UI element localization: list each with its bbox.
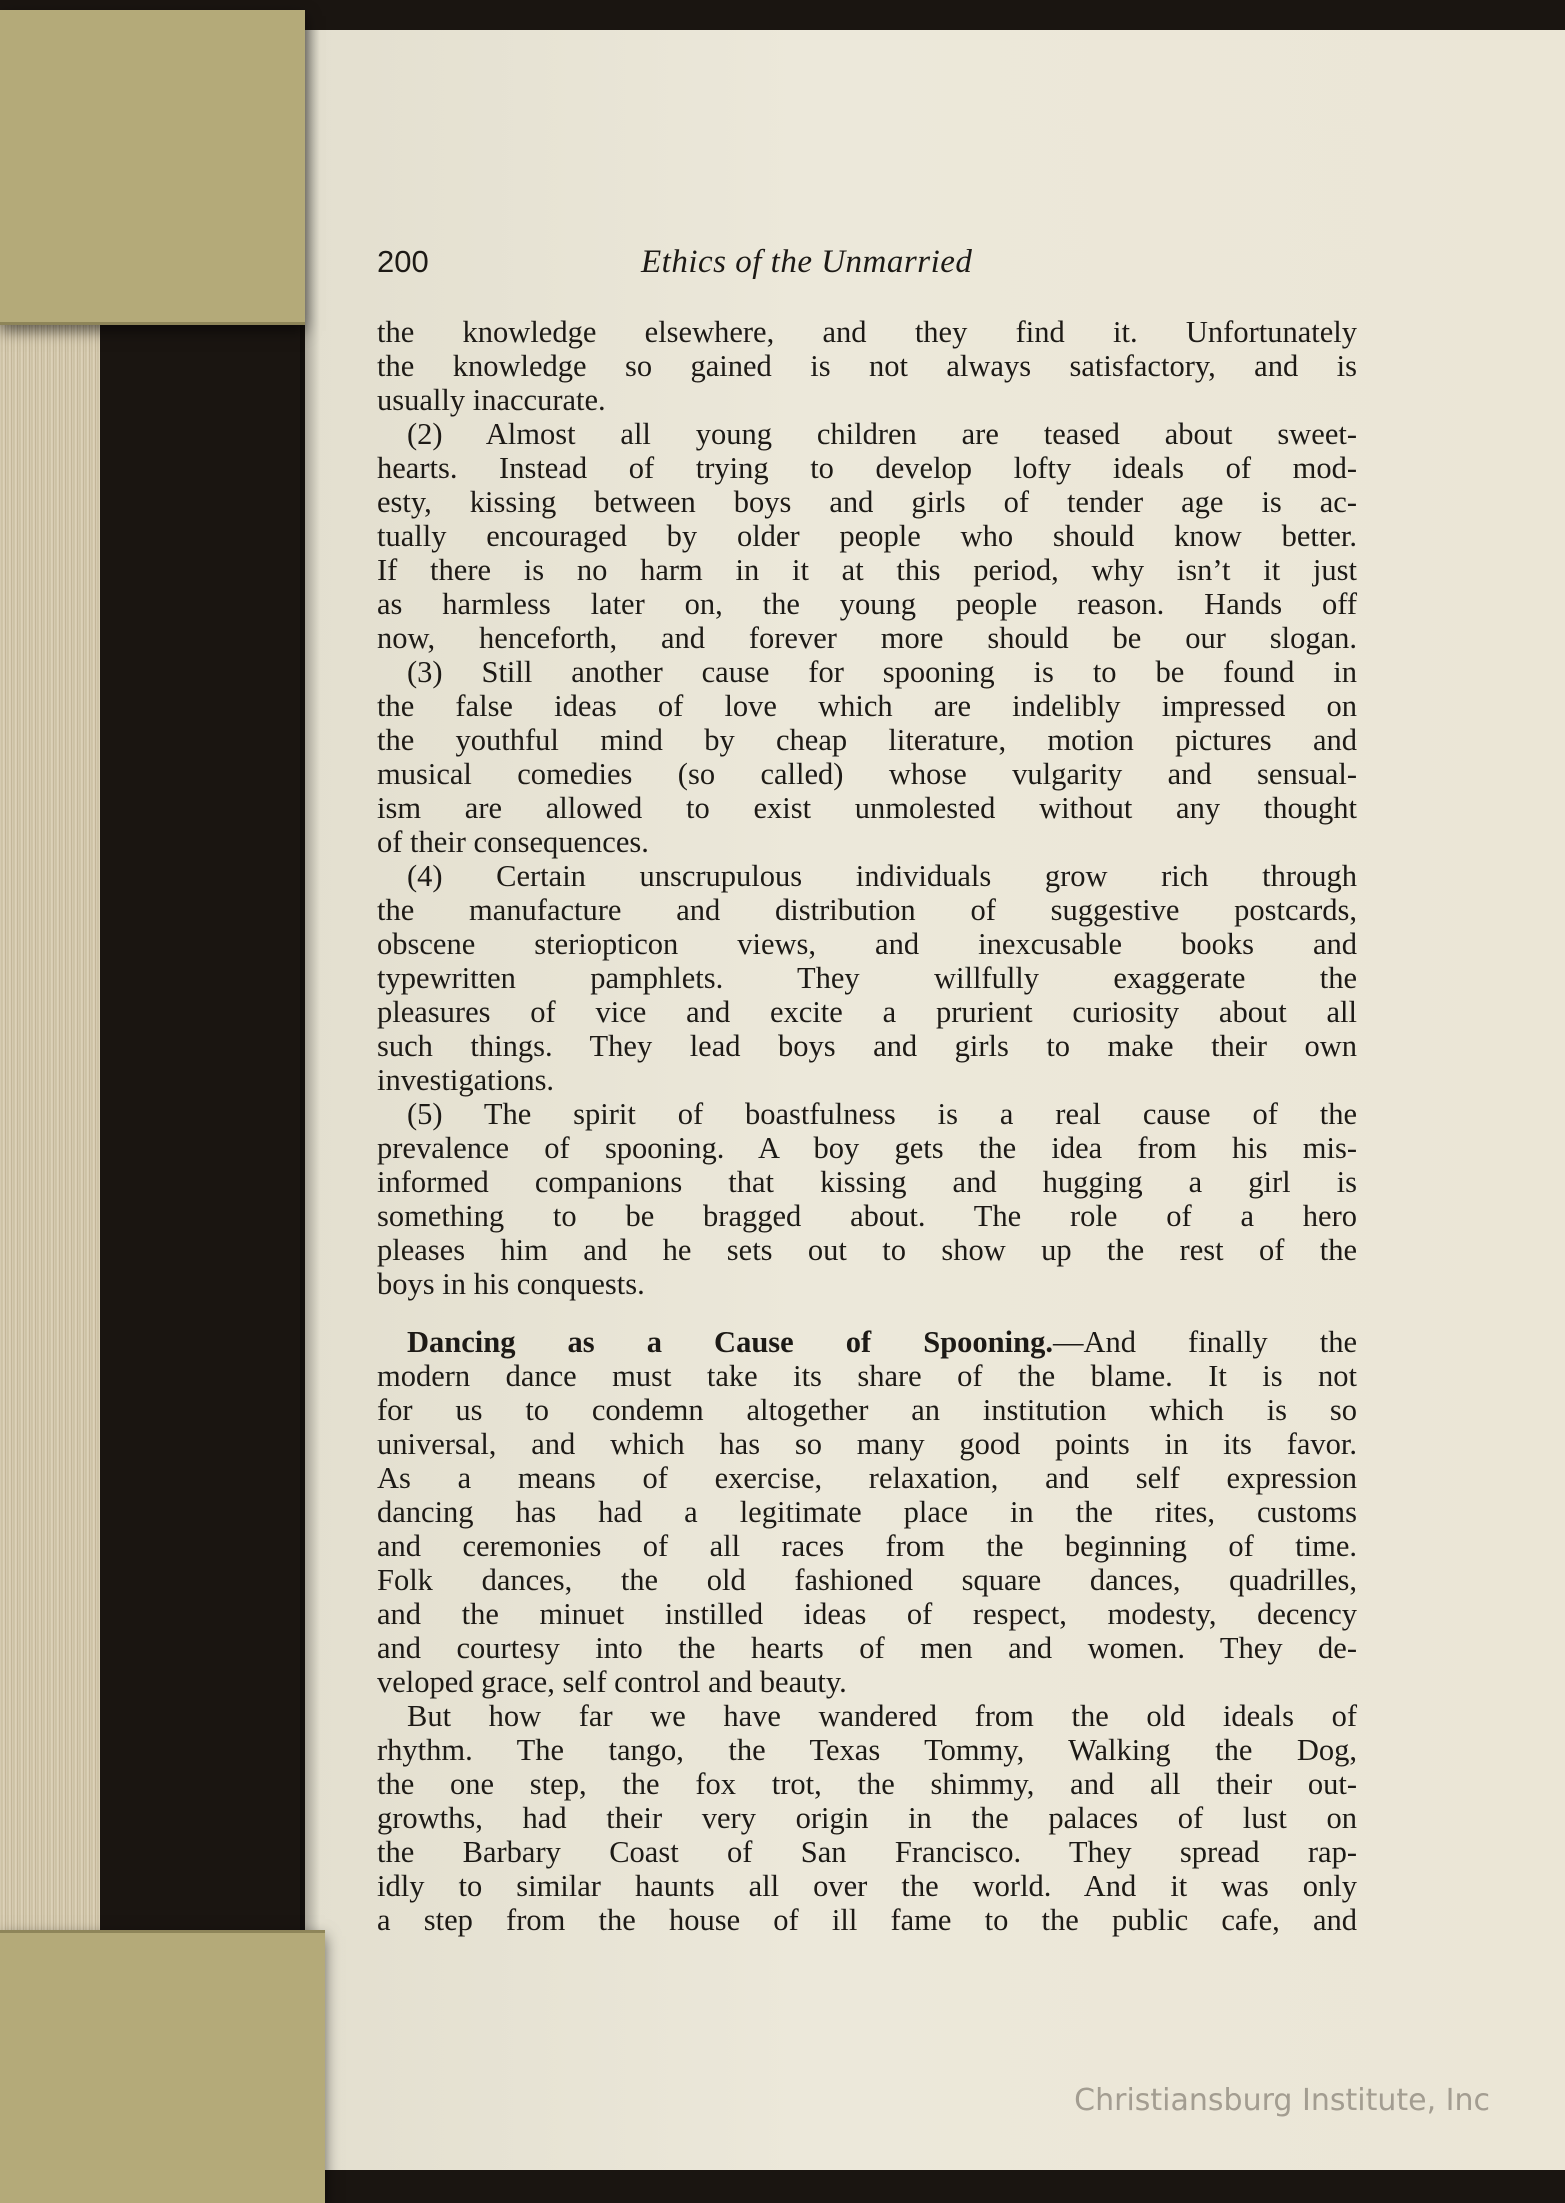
text-line: growths, had their very origin in the palaces of lust on [377, 1801, 1357, 1835]
text-line: (2) Almost all young children are teased about sweet- [407, 417, 1357, 451]
text-line: investigations. [377, 1063, 555, 1097]
text-line: the Barbary Coast of San Francisco. They spread rap- [377, 1835, 1357, 1869]
page-body [377, 315, 1357, 1937]
page-number: 200 [377, 244, 429, 279]
text-line: tually encouraged by older people who should know better. [377, 519, 1357, 553]
text-line: obscene steriopticon views, and inexcusable books and [377, 927, 1357, 961]
text-line: as harmless later on, the young people reason. Hands off [377, 587, 1357, 621]
text-line: typewritten pamphlets. They willfully exaggerate the [377, 961, 1357, 995]
gutter-shadow [300, 30, 320, 2170]
text-line: universal, and which has so many good points in its favor. [377, 1427, 1357, 1461]
text-line: boys in his conquests. [377, 1267, 645, 1301]
text-line: idly to similar haunts all over the world. And it was only [377, 1869, 1357, 1903]
text-line: the one step, the fox trot, the shimmy, and all their out- [377, 1767, 1357, 1801]
text-line: the knowledge elsewhere, and they find it. Unfortunately [377, 315, 1357, 349]
text-line: informed companions that kissing and hugging a girl is [377, 1165, 1357, 1199]
text-line: ism are allowed to exist unmolested without any thought [377, 791, 1357, 825]
section-heading: Dancing as a Cause of Spooning. [407, 1325, 1053, 1359]
text-line: something to be bragged about. The role of a hero [377, 1199, 1357, 1233]
running-title: Ethics of the Unmarried [641, 244, 973, 280]
text-line: (3) Still another cause for spooning is to be found in [407, 655, 1357, 689]
top-bookmark-tab [0, 10, 305, 325]
text-line: dancing has had a legitimate place in the rites, customs [377, 1495, 1357, 1529]
text-line: the knowledge so gained is not always satisfactory, and is [377, 349, 1357, 383]
text-line: (4) Certain unscrupulous individuals grow rich through [407, 859, 1357, 893]
text-line: usually inaccurate. [377, 383, 606, 417]
text-line: now, henceforth, and forever more should be our slogan. [377, 621, 1357, 655]
text-line: hearts. Instead of trying to develop lofty ideals of mod- [377, 451, 1357, 485]
section-heading-line [377, 1325, 1357, 1359]
text-line: (5) The spirit of boastfulness is a real cause of the [407, 1097, 1357, 1131]
text-line: such things. They lead boys and girls to make their own [377, 1029, 1357, 1063]
text-line: pleasures of vice and excite a prurient curiosity about all [377, 995, 1357, 1029]
text-line: veloped grace, self control and beauty. [377, 1665, 847, 1699]
text-line: If there is no harm in it at this period, why isn’t it just [377, 553, 1357, 587]
text-line: and the minuet instilled ideas of respect, modesty, decency [377, 1597, 1357, 1631]
paragraph-gap [377, 1301, 1357, 1325]
text-line: and courtesy into the hearts of men and women. They de- [377, 1631, 1357, 1665]
text-line: of their consequences. [377, 825, 649, 859]
text-line: prevalence of spooning. A boy gets the idea from his mis- [377, 1131, 1357, 1165]
text-line: Folk dances, the old fashioned square dances, quadrilles, [377, 1563, 1357, 1597]
text-line: the false ideas of love which are indelibly impressed on [377, 689, 1357, 723]
text-line: But how far we have wandered from the old ideals of [407, 1699, 1357, 1733]
book-page-edges [0, 310, 100, 1940]
text-line: and ceremonies of all races from the beginning of time. [377, 1529, 1357, 1563]
text-line: As a means of exercise, relaxation, and self expression [377, 1461, 1357, 1495]
page-header [377, 244, 1357, 288]
watermark: Christiansburg Institute, Inc [1074, 2083, 1490, 2118]
text-line: modern dance must take its share of the blame. It is not [377, 1359, 1357, 1393]
bottom-bookmark-tab [0, 1930, 325, 2203]
text-line: musical comedies (so called) whose vulgarity and sensual- [377, 757, 1357, 791]
text-line: for us to condemn altogether an institution which is so [377, 1393, 1357, 1427]
section-heading-rest: —And finally the [1052, 1325, 1357, 1359]
text-line: esty, kissing between boys and girls of tender age is ac- [377, 485, 1357, 519]
text-line: rhythm. The tango, the Texas Tommy, Walking the Dog, [377, 1733, 1357, 1767]
text-line: the manufacture and distribution of suggestive postcards, [377, 893, 1357, 927]
text-line: a step from the house of ill fame to the public cafe, and [377, 1903, 1357, 1937]
text-line: pleases him and he sets out to show up the rest of the [377, 1233, 1357, 1267]
text-line: the youthful mind by cheap literature, motion pictures and [377, 723, 1357, 757]
